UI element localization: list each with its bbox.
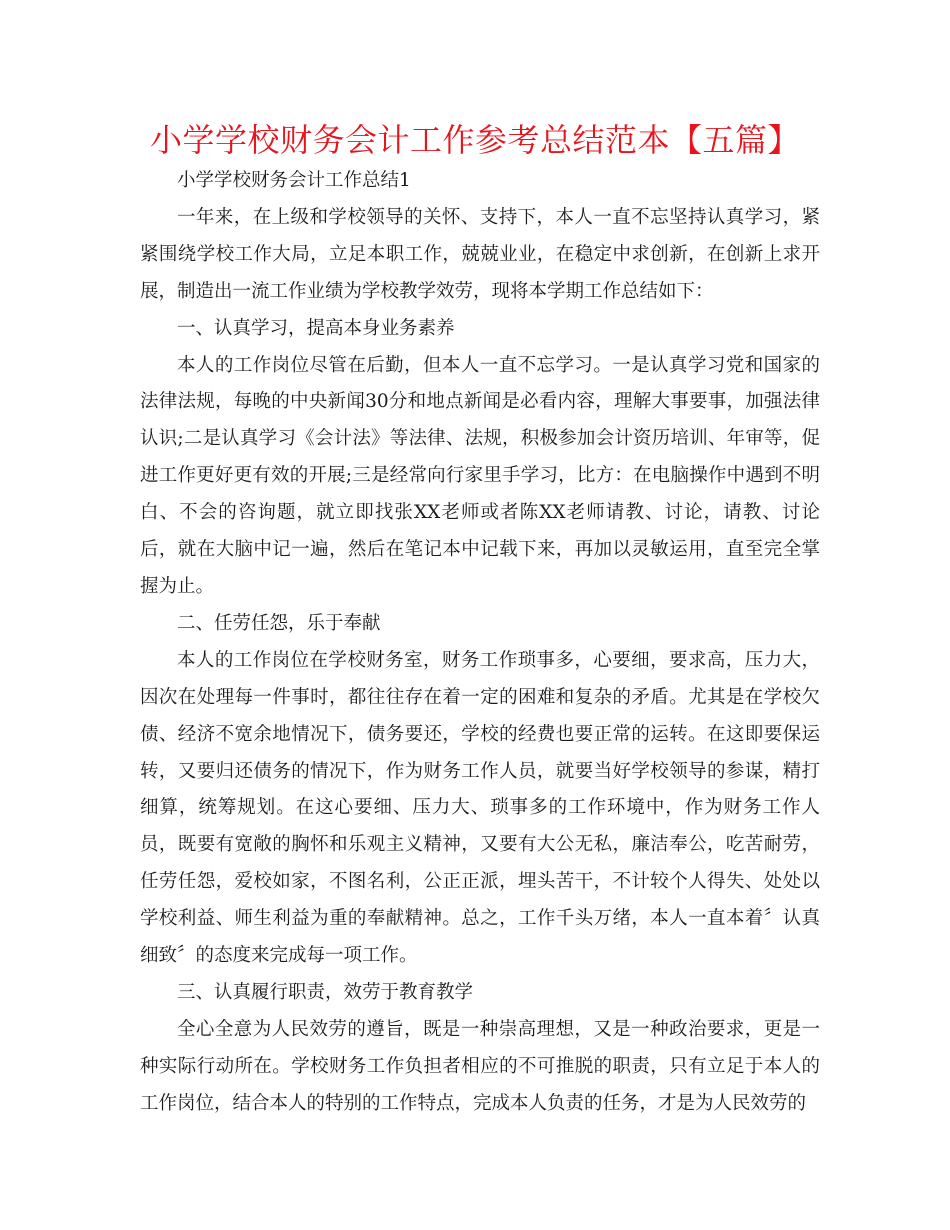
section-heading-1: 一、认真学习，提高本身业务素养	[177, 317, 455, 339]
section-subtitle: 小学学校财务会计工作总结1	[177, 170, 411, 191]
section-heading-2: 二、任劳任怨，乐于奉献	[177, 612, 381, 634]
section-heading-3: 三、认真履行职责，效劳于教育教学	[177, 981, 474, 1003]
paragraph-intro: 一年来，在上级和学校领导的关怀、支持下，本人一直不忘坚持认真学习，紧紧围绕学校工作大局，立足本职工作，兢兢业业，在稳定中求创新，在创新上求开展，制造出一流工作业绩为学校教学效劳，现将本学期工作总结如下：	[140, 206, 820, 302]
paragraph-section-2: 本人的工作岗位在学校财务室，财务工作琐事多，心要细，要求高，压力大，因次在处理每一件事时，都往往存在着一定的困难和复杂的矛盾。尤其是在学校欠债、经济不宽余地情况下，债务要还，学校的经费也要正常的运转。在这即要保运转，又要归还债务的情况下，作为财务工作人员，就要当好学校领导的参谋，精打细算，统筹规划。在这心要细、压力大、琐事多的工作环境中，作为财务工作人员，既要有宽敞的胸怀和乐观主义精神，又要有大公无私，廉洁奉公，吃苦耐劳，任劳任怨，爱校如家，不图名利，公正正派，埋头苦干，不计较个人得失、处处以学校利益、师生利益为重的奉献精神。总之，工作千头万绪，本人一直本着〞认真细致〞的态度来完成每一项工作。	[140, 649, 820, 967]
document-title: 小学学校财务会计工作参考总结范本【五篇】	[149, 121, 800, 159]
paragraph-section-1: 本人的工作岗位尽管在后勤，但本人一直不忘学习。一是认真学习党和国家的法律法规，每晚的中央新闻30分和地点新闻是必看内容，理解大事要事，加强法律认识;二是认真学习《会计法》等法律、法规，积极参加会计资历培训、年审等，促进工作更好更有效的开展;三是经常向行家里手学习，比方：在电脑操作中遇到不明白、不会的咨询题，就立即找张XX老师或者陈XX老师请教、讨论，请教、讨论后，就在大脑中记一遍，然后在笔记本中记载下来，再加以灵敏运用，直至完全掌握为止。	[140, 354, 820, 597]
paragraph-section-3: 全心全意为人民效劳的遵旨，既是一种崇高理想，又是一种政治要求，更是一种实际行动所在。学校财务工作负担者相应的不可推脱的职责，只有立足于本人的工作岗位，结合本人的特别的工作特点，完成本人负责的任务，才是为人民效劳的	[140, 1018, 820, 1114]
document-body	[140, 163, 820, 1123]
